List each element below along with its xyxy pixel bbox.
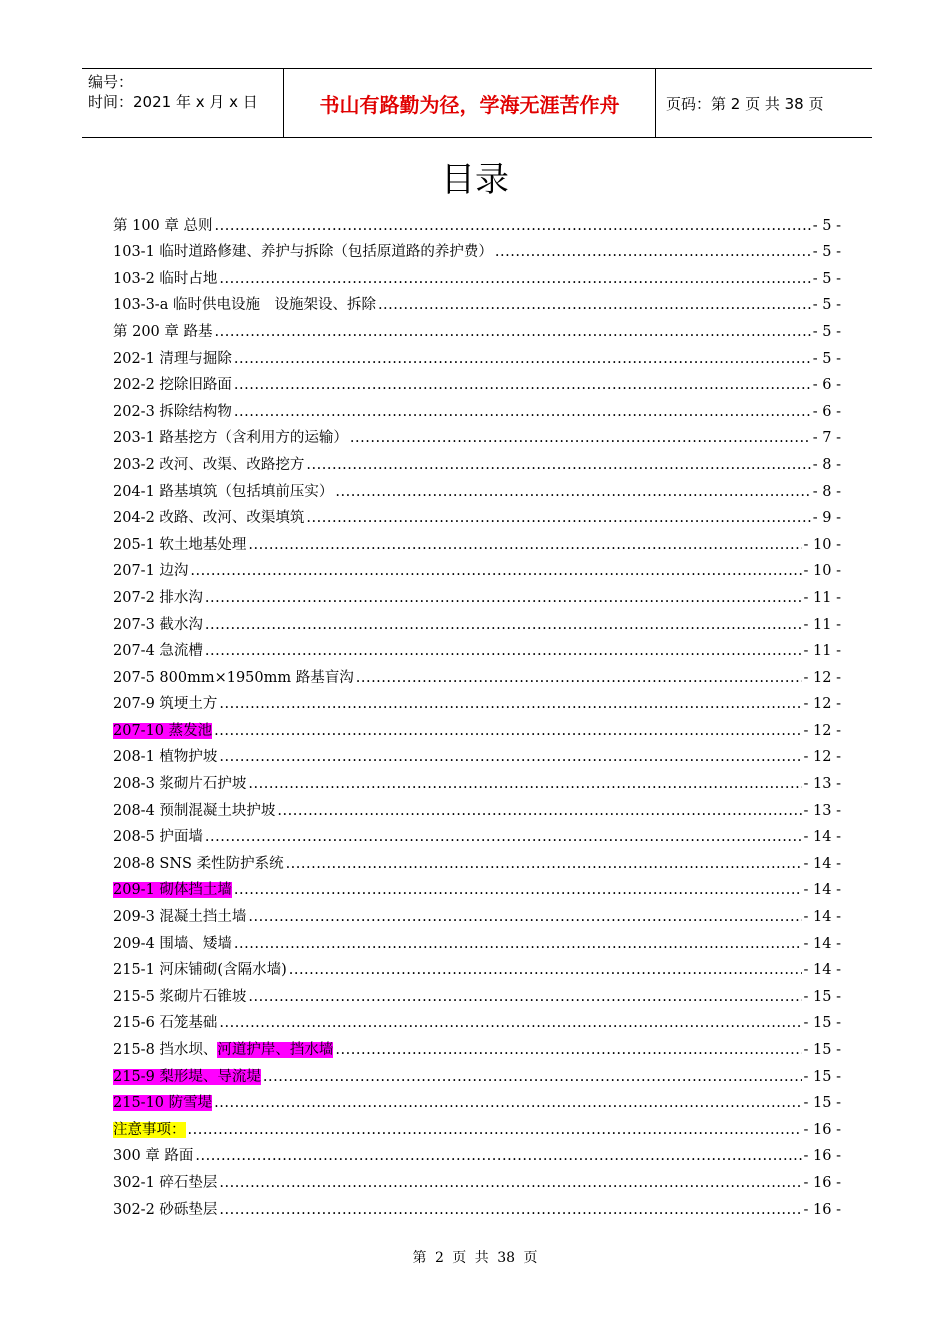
toc-entry-label [113, 243, 493, 261]
toc-entry-label [113, 376, 232, 394]
toc-entry-label [113, 828, 203, 846]
toc-entry-label [113, 456, 304, 474]
toc-entry-label [113, 988, 246, 1006]
toc-leader-dots [248, 536, 801, 554]
highlighted-text: 215-10 防雪堤 [113, 1095, 213, 1112]
toc-leader-dots [306, 509, 810, 527]
toc-entry-text: 207-9 筑埂土方 [113, 696, 218, 713]
toc-entry-page: - 8 - [812, 483, 841, 500]
toc-entry[interactable] [113, 740, 841, 767]
toc-entry-text: 215-8 挡水坝、 [113, 1042, 218, 1058]
toc-entry-label [113, 429, 348, 447]
toc-entry-label [113, 350, 232, 368]
toc-entry[interactable] [113, 634, 841, 661]
toc-entry-text: 103-3-a 临时供电设施 设施架设、拆除 [113, 297, 376, 314]
toc-entry-page: - 13 - [803, 776, 841, 793]
toc-leader-dots [306, 456, 810, 474]
toc-leader-dots [495, 243, 811, 261]
toc-entry[interactable] [113, 926, 841, 953]
toc-entry-label [113, 1174, 217, 1192]
toc-leader-dots [289, 961, 802, 979]
toc-leader-dots [205, 616, 802, 634]
toc-entry-page: - 10 - [803, 563, 841, 580]
toc-leader-dots [350, 429, 811, 447]
toc-entry-text: 207-3 截水沟 [113, 616, 203, 633]
toc-entry[interactable] [113, 660, 841, 687]
toc-entry[interactable] [113, 394, 841, 421]
toc-leader-dots [234, 350, 811, 368]
toc-entry[interactable] [113, 953, 841, 980]
toc-entry-page: - 5 - [812, 270, 841, 287]
toc-entry-page: - 16 - [803, 1201, 841, 1218]
toc-entry[interactable] [113, 447, 841, 474]
toc-entry-text: 215-6 石笼基础 [113, 1015, 218, 1032]
toc-entry-label [113, 695, 217, 713]
toc-entry-page: - 5 - [812, 217, 841, 234]
toc-leader-dots [356, 669, 802, 687]
toc-entry[interactable] [113, 1192, 841, 1219]
toc-entry[interactable] [113, 1112, 841, 1139]
toc-leader-dots [219, 1174, 801, 1192]
toc-entry-page: - 6 - [812, 403, 841, 420]
toc-entry-text: 209-3 混凝土挡土墙 [113, 909, 247, 926]
toc-entry[interactable] [113, 208, 841, 235]
document-title: 目录 [441, 160, 509, 200]
toc-entry-page: - 11 - [803, 616, 841, 633]
toc-entry[interactable] [113, 474, 841, 501]
toc-entry-text: 203-2 改河、改渠、改路挖方 [113, 456, 305, 473]
header-meta [82, 69, 284, 137]
toc-entry[interactable] [113, 607, 841, 634]
toc-entry[interactable] [113, 1086, 841, 1113]
toc-entry-page: - 6 - [812, 377, 841, 394]
toc-entry-page: - 5 - [812, 350, 841, 367]
toc-entry-label [113, 536, 246, 554]
toc-entry[interactable] [113, 793, 841, 820]
toc-leader-dots [219, 1014, 801, 1032]
toc-leader-dots [214, 722, 801, 740]
toc-entry-text: 103-2 临时占地 [113, 270, 218, 287]
toc-entry[interactable] [113, 527, 841, 554]
toc-entry-text: 215-1 河床铺砌(含隔水墙) [113, 962, 287, 979]
page-footer: 第 2 页 共 38 页 [412, 1250, 538, 1266]
toc-entry-text: 207-5 800mm×1950mm 路基盲沟 [113, 669, 354, 686]
toc-leader-dots [378, 296, 811, 314]
toc-entry-text: 208-1 植物护坡 [113, 749, 218, 766]
toc-entry-label [113, 616, 203, 634]
toc-entry-text: 第 200 章 路基 [113, 323, 213, 340]
toc-entry-label [113, 881, 232, 899]
toc-entry-label [113, 589, 203, 607]
toc-entry-label [113, 935, 232, 953]
header-motto: 书山有路勤为径，学海无涯苦作舟 [319, 92, 620, 117]
toc-entry[interactable] [113, 368, 841, 395]
toc-entry-text: 208-5 护面墙 [113, 829, 203, 846]
toc-entry-text: 204-2 改路、改河、改渠填筑 [113, 510, 305, 527]
header-time: 时间：2021 年 x 月 x 日 [88, 93, 258, 111]
toc-entry[interactable] [113, 314, 841, 341]
toc-entry-page: - 12 - [803, 696, 841, 713]
toc-entry-text: 103-1 临时道路修建、养护与拆除（包括原道路的养护费） [113, 244, 493, 261]
toc-leader-dots [219, 270, 810, 288]
highlighted-text: 河道护岸、挡水墙 [217, 1042, 334, 1058]
toc-entry-text: 209-4 围墙、矮墙 [113, 935, 232, 952]
toc-entry-page: - 10 - [803, 536, 841, 553]
toc-entry-label [113, 270, 217, 288]
toc-leader-dots [205, 828, 802, 846]
toc-entry[interactable] [113, 261, 841, 288]
toc-entry-label [113, 802, 275, 820]
toc-leader-dots [234, 881, 802, 899]
toc-entry[interactable] [113, 1139, 841, 1166]
toc-entry-text: 205-1 软土地基处理 [113, 536, 247, 553]
toc-entry-text: 207-4 急流槽 [113, 643, 203, 660]
toc-leader-dots [248, 988, 801, 1006]
toc-entry-label [113, 1068, 261, 1086]
toc-entry-page: - 14 - [803, 962, 841, 979]
toc-entry-text: 302-2 砂砾垫层 [113, 1201, 218, 1218]
toc-entry-label [113, 1041, 333, 1059]
toc-entry[interactable] [113, 766, 841, 793]
toc-entry-page: - 5 - [812, 323, 841, 340]
toc-entry-label [113, 1094, 212, 1112]
toc-entry-label [113, 562, 188, 580]
toc-entry-page: - 15 - [803, 1015, 841, 1032]
toc-entry[interactable] [113, 820, 841, 847]
toc-leader-dots [219, 748, 801, 766]
toc-entry-label [113, 1014, 217, 1032]
toc-leader-dots [335, 1041, 801, 1059]
toc-entry-text: 207-1 边沟 [113, 563, 189, 580]
toc-entry-page: - 12 - [803, 669, 841, 686]
toc-entry[interactable] [113, 341, 841, 368]
header-number: 编号： [88, 73, 134, 91]
toc-entry-page: - 14 - [803, 882, 841, 899]
toc-entry[interactable] [113, 421, 841, 448]
header-motto-cell [284, 69, 656, 137]
toc-leader-dots [219, 1201, 801, 1219]
toc-entry-text: 215-5 浆砌片石锥坡 [113, 988, 247, 1005]
toc-entry-text: 302-1 碎石垫层 [113, 1174, 218, 1191]
toc-leader-dots [234, 935, 802, 953]
toc-leader-dots [205, 642, 802, 660]
toc-entry-text: 208-3 浆砌片石护坡 [113, 776, 247, 793]
toc-entry-label [113, 1121, 186, 1139]
toc-entry[interactable] [113, 979, 841, 1006]
toc-entry-page: - 11 - [803, 643, 841, 660]
toc-entry-text: 204-1 路基填筑（包括填前压实） [113, 483, 334, 500]
toc-leader-dots [195, 1147, 801, 1165]
toc-entry-page: - 16 - [803, 1174, 841, 1191]
toc-entry-label [113, 217, 213, 235]
toc-entry-page: - 16 - [803, 1121, 841, 1138]
toc-leader-dots [214, 1094, 801, 1112]
toc-entry-page: - 15 - [803, 1042, 841, 1058]
toc-leader-dots [190, 562, 801, 580]
toc-entry-label [113, 642, 203, 660]
toc-entry-page: - 12 - [803, 722, 841, 739]
toc-entry-label [113, 1201, 217, 1219]
toc-leader-dots [215, 217, 811, 235]
toc-entry-label [113, 748, 217, 766]
toc-entry-page: - 11 - [803, 589, 841, 606]
toc-entry[interactable] [113, 899, 841, 926]
toc-entry-text: 202-2 挖除旧路面 [113, 377, 232, 394]
toc-leader-dots [234, 376, 811, 394]
toc-entry[interactable] [113, 1059, 841, 1086]
toc-entry-label [113, 669, 354, 687]
toc-entry[interactable] [113, 713, 841, 740]
toc-entry-text: 第 100 章 总则 [113, 217, 213, 234]
toc-entry-page: - 5 - [812, 297, 841, 314]
toc-entry-page: - 15 - [803, 1095, 841, 1112]
toc-entry-text: 208-8 SNS 柔性防护系统 [113, 855, 284, 872]
toc-leader-dots [277, 802, 801, 820]
toc-entry-page: - 14 - [803, 855, 841, 872]
highlighted-text: 207-10 蒸发池 [113, 722, 213, 739]
toc-entry-page: - 13 - [803, 802, 841, 819]
toc-entry-page: - 9 - [812, 510, 841, 527]
page-header [82, 68, 872, 138]
toc-entry-label [113, 403, 232, 421]
toc-leader-dots [286, 855, 802, 873]
toc-leader-dots [188, 1121, 802, 1139]
toc-entry[interactable] [113, 846, 841, 873]
toc-leader-dots [219, 695, 801, 713]
toc-leader-dots [205, 589, 802, 607]
toc-entry[interactable] [113, 288, 841, 315]
header-page-info-cell [656, 69, 872, 137]
toc-entry-page: - 14 - [803, 935, 841, 952]
toc-entry[interactable] [113, 1006, 841, 1033]
toc-entry-page: - 5 - [812, 244, 841, 261]
toc-entry-text: 202-1 清理与掘除 [113, 350, 232, 367]
toc-entry-label [113, 722, 212, 740]
toc-entry-label [113, 509, 304, 527]
toc-entry[interactable] [113, 873, 841, 900]
toc-entry-page: - 14 - [803, 829, 841, 846]
toc-entry-page: - 12 - [803, 749, 841, 766]
toc-leader-dots [234, 403, 811, 421]
table-of-contents [113, 208, 841, 1219]
header-page-info: 页码：第 2 页 共 38 页 [666, 94, 824, 113]
toc-entry-text: 208-4 预制混凝土块护坡 [113, 802, 276, 819]
toc-entry-page: - 7 - [812, 430, 841, 447]
toc-entry-page: - 15 - [803, 1068, 841, 1085]
toc-entry-text: 203-1 路基挖方（含利用方的运输） [113, 430, 348, 447]
toc-entry-label [113, 855, 284, 873]
toc-entry-page: - 16 - [803, 1148, 841, 1165]
toc-entry[interactable] [113, 554, 841, 581]
highlighted-text: 209-1 砌体挡土墙 [113, 882, 232, 899]
toc-entry-label [113, 323, 213, 341]
toc-entry-text: 300 章 路面 [113, 1148, 194, 1165]
toc-entry[interactable] [113, 501, 841, 528]
toc-entry-label [113, 483, 333, 501]
toc-entry-label [113, 908, 246, 926]
highlighted-text: 215-9 梨形堤、导流堤 [113, 1068, 261, 1085]
toc-entry-text: 202-3 拆除结构物 [113, 403, 232, 420]
toc-entry[interactable] [113, 580, 841, 607]
toc-leader-dots [335, 483, 810, 501]
toc-entry-label [113, 961, 287, 979]
toc-entry-page: - 15 - [803, 988, 841, 1005]
toc-entry-text: 207-2 排水沟 [113, 589, 203, 606]
toc-entry[interactable] [113, 1165, 841, 1192]
toc-entry[interactable] [113, 1032, 841, 1059]
toc-entry-label [113, 775, 246, 793]
toc-leader-dots [263, 1068, 802, 1086]
toc-entry[interactable] [113, 235, 841, 262]
toc-leader-dots [248, 908, 801, 926]
toc-leader-dots [215, 323, 811, 341]
toc-entry-page: - 8 - [812, 456, 841, 473]
toc-entry-label [113, 1147, 193, 1165]
toc-leader-dots [248, 775, 801, 793]
toc-entry-label [113, 296, 376, 314]
highlighted-text: 注意事项： [113, 1121, 186, 1138]
toc-entry-page: - 14 - [803, 909, 841, 926]
toc-entry[interactable] [113, 687, 841, 714]
